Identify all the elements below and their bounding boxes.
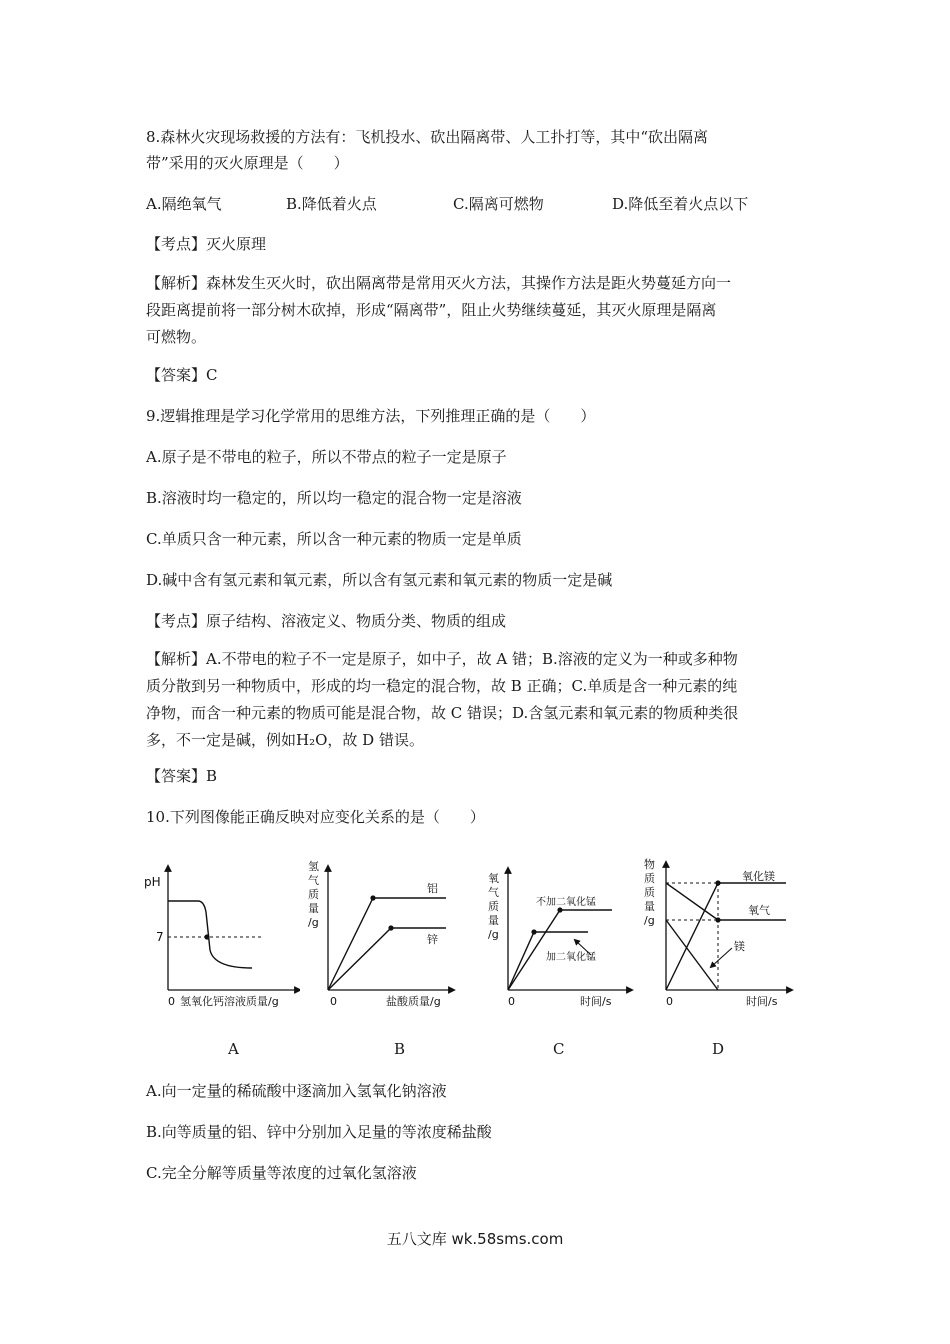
graph-label-a: A	[228, 1040, 239, 1058]
q10-option-c: C.完全分解等质量等浓度的过氧化氢溶液	[146, 1164, 417, 1182]
q9-option-c: C.单质只含一种元素，所以含一种元素的物质一定是单质	[146, 530, 522, 548]
q8-option-d: D.降低至着火点以下	[612, 195, 749, 213]
y-axis-label-char: 质	[308, 888, 319, 901]
y-axis-label-char: 气	[488, 886, 499, 899]
y-axis-label-char: /g	[488, 928, 499, 941]
tick-label-7: 7	[156, 930, 164, 944]
series-label-magnesium: 镁	[734, 940, 745, 953]
y-axis-label-char: 氢	[308, 860, 319, 873]
x-axis-label: 时间/s	[746, 995, 778, 1008]
q9-jiexi-line: 净物，而含一种元素的物质可能是混合物，故 C 错误；D.含氢元素和氧元素的物质种类很	[146, 704, 739, 722]
y-axis-label-char: 物	[644, 858, 655, 871]
q10-option-b: B.向等质量的铝、锌中分别加入足量的等浓度稀盐酸	[146, 1123, 492, 1141]
y-axis-label-char: 量	[308, 902, 319, 915]
series-label-mgo: 氧化镁	[742, 870, 775, 883]
graph-label-c: C	[553, 1040, 565, 1058]
mgo-line	[666, 883, 786, 990]
origin-label: 0	[508, 995, 515, 1008]
q10-graphs	[140, 850, 800, 1010]
q8-jiexi-line: 可燃物。	[146, 328, 207, 346]
q8-option-c: C.隔离可燃物	[453, 195, 544, 213]
oxygen-point	[715, 917, 720, 922]
graph-b	[300, 850, 460, 1010]
ph-curve	[168, 901, 252, 968]
aluminium-point	[370, 895, 375, 900]
y-axis-label-char: 质	[644, 886, 655, 899]
q8-options	[146, 193, 806, 215]
origin-label: 0	[168, 995, 175, 1008]
q9-jiexi	[146, 646, 808, 754]
with-mno2-point	[531, 929, 536, 934]
no-mno2-line	[508, 910, 612, 990]
no-mno2-point	[557, 907, 562, 912]
footer-watermark: 五八文库 wk.58sms.com	[386, 1230, 564, 1248]
y-axis-label: pH	[144, 875, 161, 889]
y-axis-label-char: 量	[644, 900, 655, 913]
q9-option-d: D.碱中含有氢元素和氧元素，所以含有氢元素和氧元素的物质一定是碱	[146, 571, 613, 589]
q9-stem: 9.逻辑推理是学习化学常用的思维方法，下列推理正确的是（ ）	[146, 407, 596, 425]
q9-jiexi-line: 多，不一定是碱，例如H₂O，故 D 错误。	[146, 731, 424, 749]
q9-answer: 【答案】B	[146, 767, 218, 785]
q8-option-a: A.隔绝氧气	[146, 195, 222, 213]
q9-option-a: A.原子是不带电的粒子，所以不带点的粒子一定是原子	[146, 448, 507, 466]
y-axis-label-char: 质	[644, 872, 655, 885]
x-axis-label: 盐酸质量/g	[386, 995, 441, 1008]
series-label-zn: 锌	[427, 933, 438, 946]
q8-stem-line2: 带”采用的灭火原理是（ ）	[146, 154, 349, 172]
q9-jiexi-line: 【解析】A.不带电的粒子不一定是原子，如中子，故 A 错；B.溶液的定义为一种或多种物	[146, 650, 738, 668]
series-label-al: 铝	[427, 882, 438, 895]
y-axis-label-char: /g	[308, 916, 319, 929]
series-label-oxygen: 氧气	[748, 904, 770, 917]
origin-label: 0	[666, 995, 673, 1008]
series-label-with-mno2: 加二氧化锰	[546, 952, 596, 963]
q8-answer: 【答案】C	[146, 366, 218, 384]
graph-d	[640, 850, 800, 1010]
q8-stem-line1: 8.森林火灾现场救援的方法有：飞机投水、砍出隔离带、人工扑打等，其中“砍出隔离	[146, 128, 708, 146]
y-axis-label-char: 质	[488, 900, 499, 913]
q8-jiexi	[146, 270, 808, 351]
y-axis-label-char: 量	[488, 914, 499, 927]
origin-label: 0	[330, 995, 337, 1008]
graph-a	[140, 850, 300, 1010]
q8-kaodian: 【考点】灭火原理	[146, 235, 267, 253]
magnesium-line	[666, 920, 718, 990]
q9-option-b: B.溶液时均一稳定的，所以均一稳定的混合物一定是溶液	[146, 489, 522, 507]
q9-jiexi-line: 质分散到另一种物质中，形成的均一稳定的混合物，故 B 正确；C.单质是含一种元素的纯	[146, 677, 738, 695]
q10-option-a: A.向一定量的稀硫酸中逐滴加入氢氧化钠溶液	[146, 1082, 447, 1100]
y-axis-label-char: 气	[308, 874, 319, 887]
x-axis-label: 时间/s	[580, 995, 612, 1008]
graph-c	[480, 850, 640, 1010]
zinc-point	[388, 925, 393, 930]
q8-jiexi-line: 段距离提前将一部分树木砍掉，形成“隔离带”，阻止火势继续蔓延，其灭火原理是隔离	[146, 301, 717, 319]
series-label-no-mno2: 不加二氧化锰	[536, 897, 596, 908]
graph-label-b: B	[394, 1040, 406, 1058]
q8-jiexi-line: 【解析】森林发生灭火时，砍出隔离带是常用灭火方法，其操作方法是距火势蔓延方向一	[146, 274, 732, 292]
mgo-point	[715, 880, 720, 885]
ph-neutral-point	[204, 934, 209, 939]
y-axis-label-char: 氧	[488, 872, 499, 885]
q9-kaodian: 【考点】原子结构、溶液定义、物质分类、物质的组成	[146, 612, 507, 630]
y-axis-label-char: /g	[644, 914, 655, 927]
x-axis-label: 氢氧化钙溶液质量/g	[180, 995, 279, 1008]
arrow-magnesium	[712, 948, 732, 966]
graph-label-d: D	[712, 1040, 725, 1058]
q8-option-b: B.降低着火点	[286, 195, 377, 213]
q10-stem: 10.下列图像能正确反映对应变化关系的是（ ）	[146, 808, 485, 826]
